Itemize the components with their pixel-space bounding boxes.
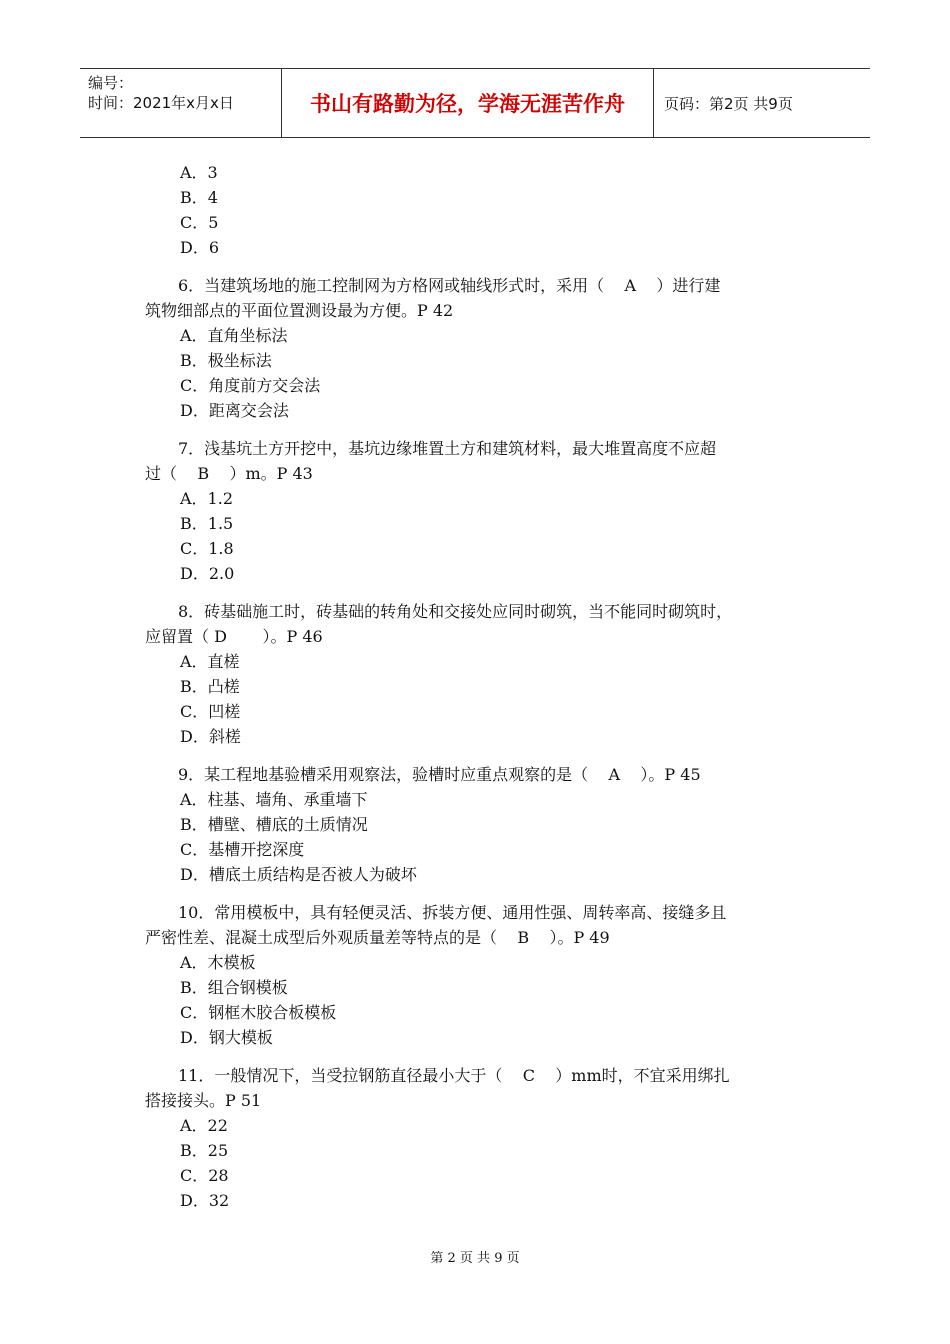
question-text: 7．浅基坑土方开挖中，基坑边缘堆置土方和建筑材料，最大堆置高度不应超 — [178, 439, 717, 458]
option: A．1.2 — [180, 489, 234, 508]
option: B．槽壁、槽底的土质情况 — [180, 815, 368, 834]
option: D．2.0 — [180, 564, 235, 583]
page-footer: 第 2 页 共 9 页 — [430, 1251, 520, 1266]
option: B．4 — [180, 188, 218, 207]
question-list — [145, 160, 815, 1213]
question-block — [145, 1063, 815, 1213]
option: D．槽底土质结构是否被人为破坏 — [180, 865, 417, 884]
option: A．22 — [180, 1116, 228, 1135]
option: C．28 — [180, 1166, 229, 1185]
question-text: 9．某工程地基验槽采用观察法，验槽时应重点观察的是（ A ）。P 45 — [178, 765, 701, 784]
question-block — [145, 160, 815, 260]
page-header — [80, 68, 870, 138]
option: B．凸槎 — [180, 677, 240, 696]
option: B．1.5 — [180, 514, 234, 533]
option: C．角度前方交会法 — [180, 376, 321, 395]
option: B．极坐标法 — [180, 351, 272, 370]
question-block — [145, 900, 815, 1050]
option: C．钢框木胶合板模板 — [180, 1003, 337, 1022]
option: A．柱基、墙角、承重墙下 — [180, 790, 368, 809]
question-text: 8．砖基础施工时，砖基础的转角处和交接处应同时砌筑，当不能同时砌筑时， — [178, 602, 733, 621]
option: C．基槽开挖深度 — [180, 840, 305, 859]
header-motto: 书山有路勤为径，学海无涯苦作舟 — [282, 69, 654, 137]
question-text: 11．一般情况下，当受拉钢筋直径最小大于（ C ）mm时，不宜采用绑扎 — [178, 1066, 730, 1085]
question-text: 严密性差、混凝土成型后外观质量差等特点的是（ B ）。P 49 — [145, 928, 610, 947]
question-block — [145, 599, 815, 749]
option: B．组合钢模板 — [180, 978, 288, 997]
number-label: 编号： — [88, 74, 134, 92]
question-text: 筑物细部点的平面位置测设最为方便。P 42 — [145, 301, 454, 320]
question-block — [145, 436, 815, 586]
option: B．25 — [180, 1141, 229, 1160]
option: C．5 — [180, 213, 219, 232]
question-text: 应留置（ D ）。P 46 — [145, 627, 323, 646]
header-page-info: 页码：第2页 共9页 — [664, 94, 793, 113]
question-block — [145, 762, 815, 887]
question-text: 6．当建筑场地的施工控制网为方格网或轴线形式时，采用（ A ）进行建 — [178, 276, 721, 295]
option: A．直角坐标法 — [180, 326, 288, 345]
option: C．凹槎 — [180, 702, 241, 721]
option: C．1.8 — [180, 539, 234, 558]
option: D．斜槎 — [180, 727, 241, 746]
question-block — [145, 273, 815, 423]
option: D．钢大模板 — [180, 1028, 273, 1047]
question-text: 搭接接头。P 51 — [145, 1091, 262, 1110]
option: D．32 — [180, 1191, 230, 1210]
option: A．3 — [180, 163, 218, 182]
option: D．6 — [180, 238, 220, 257]
question-text: 10．常用模板中，具有轻便灵活、拆装方便、通用性强、周转率高、接缝多且 — [178, 903, 727, 922]
time-label: 时间：2021年x月x日 — [88, 94, 234, 112]
option: A．木模板 — [180, 953, 256, 972]
header-meta — [80, 69, 282, 137]
question-text: 过（ B ）m。P 43 — [145, 464, 313, 483]
option: D．距离交会法 — [180, 401, 289, 420]
option: A．直槎 — [180, 652, 240, 671]
